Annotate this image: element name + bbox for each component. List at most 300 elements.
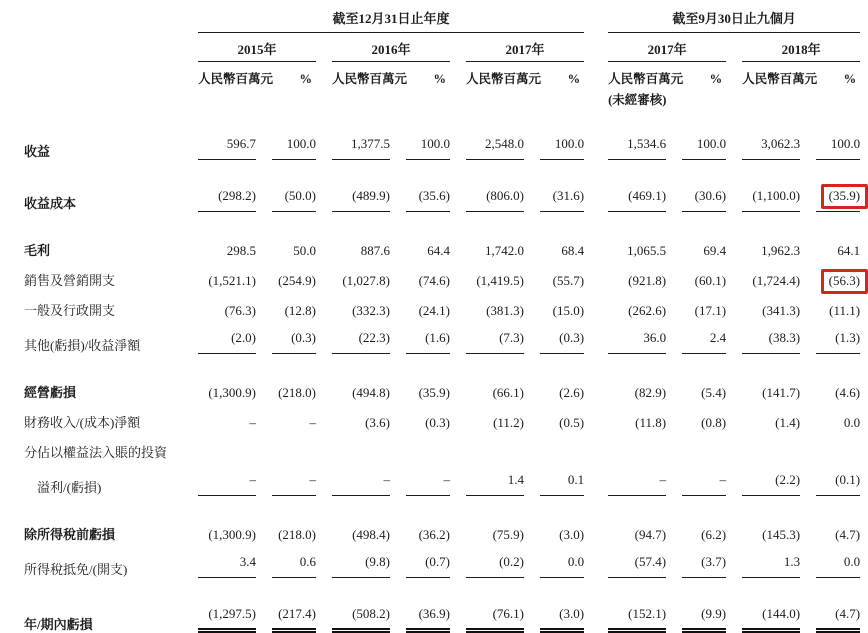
cell-value: (7.3)	[466, 330, 524, 354]
row-label: 收益	[24, 144, 51, 159]
row-label: 銷售及營銷開支	[24, 273, 116, 288]
cell-value: 0.1	[540, 472, 584, 496]
corner-cell	[24, 62, 182, 108]
year-header-cell	[592, 33, 726, 62]
highlight-box: (35.9)	[821, 184, 868, 209]
cell-value: 0.0	[816, 554, 860, 578]
value-cell	[256, 461, 316, 496]
table-row	[24, 160, 860, 212]
group-spacer	[584, 543, 592, 578]
cell-value: (1.6)	[406, 330, 450, 354]
value-cell	[256, 543, 316, 578]
row-label: 毛利	[24, 243, 51, 258]
value-cell	[726, 108, 800, 160]
cell-value: (82.9)	[634, 385, 667, 400]
group-spacer	[584, 496, 592, 543]
cell-value: (152.1)	[608, 606, 666, 633]
cell-value: 68.4	[561, 243, 585, 258]
value-cell	[800, 543, 860, 578]
table-row	[24, 461, 860, 496]
cell-value: (469.1)	[608, 188, 666, 212]
value-cell	[182, 289, 256, 319]
cell-value: –	[332, 472, 390, 496]
cell-value: (341.3)	[762, 303, 801, 318]
cell-value: 887.6	[360, 243, 390, 258]
cell-value: (30.6)	[682, 188, 726, 212]
value-cell	[316, 461, 390, 496]
year-header-cell	[726, 33, 860, 62]
row-label: 其他(虧損)/收益淨額	[24, 338, 141, 353]
value-cell	[450, 212, 524, 259]
value-cell	[726, 212, 800, 259]
value-cell	[450, 319, 524, 354]
value-cell	[800, 319, 860, 354]
row-label: 分佔以權益法入賬的投資	[24, 445, 168, 460]
cell-value: 100.0	[406, 136, 450, 160]
cell-value: (332.3)	[352, 303, 390, 318]
cell-value: (36.2)	[418, 527, 450, 542]
value-cell	[256, 160, 316, 212]
cell-value: –	[249, 415, 256, 430]
value-cell	[800, 212, 860, 259]
value-cell	[182, 401, 256, 431]
value-cell	[182, 319, 256, 354]
group-spacer	[584, 160, 592, 212]
cell-value: (921.8)	[628, 273, 667, 288]
value-cell	[390, 496, 450, 543]
percent-label: %	[567, 72, 581, 86]
cell-value: (22.3)	[332, 330, 390, 354]
table-row	[24, 496, 860, 543]
year-header-cell	[182, 33, 316, 62]
cell-value: 2,548.0	[466, 136, 524, 160]
value-cell	[524, 289, 584, 319]
cell-value: (94.7)	[634, 527, 667, 542]
value-cell	[592, 259, 666, 289]
value-cell	[256, 496, 316, 543]
value-cell	[450, 289, 524, 319]
value-cell	[800, 108, 860, 160]
value-cell	[666, 259, 726, 289]
value-cell	[524, 319, 584, 354]
value-cell	[726, 543, 800, 578]
group-header-cell	[592, 6, 860, 33]
corner-cell	[24, 6, 182, 33]
group-spacer	[584, 108, 592, 160]
row-label: 收益成本	[24, 196, 77, 211]
value-cell	[592, 289, 666, 319]
value-cell	[316, 289, 390, 319]
value-cell	[666, 461, 726, 496]
percent-label: %	[299, 72, 312, 86]
cell-value: (17.1)	[694, 303, 727, 318]
cell-value: (494.8)	[352, 385, 390, 400]
corner-cell	[24, 33, 182, 62]
value-cell	[390, 354, 450, 401]
cell-value: (1,521.1)	[208, 273, 256, 288]
group-header-cell	[182, 6, 584, 33]
cell-value: (4.7)	[816, 606, 860, 633]
cell-value: (1,300.9)	[208, 527, 256, 542]
value-cell	[800, 160, 860, 212]
cell-value: (381.3)	[486, 303, 524, 318]
cell-value: 100.0	[540, 136, 584, 160]
units-header-cell	[726, 62, 860, 108]
unit-label: 人民幣百萬元	[466, 72, 542, 86]
table-row	[24, 108, 860, 160]
value-cell	[450, 401, 524, 431]
cell-value: (1,297.5)	[198, 606, 256, 633]
value-cell	[256, 401, 316, 431]
value-cell	[316, 319, 390, 354]
table-row	[24, 543, 860, 578]
cell-value: –	[406, 472, 450, 496]
value-cell	[256, 259, 316, 289]
cell-value: (2.2)	[742, 472, 800, 496]
cell-value: (2.0)	[198, 330, 256, 354]
group-spacer	[584, 62, 592, 108]
value-cell	[524, 259, 584, 289]
group-title: 截至9月30日止九個月	[608, 6, 860, 33]
row-label: 所得稅抵免/(開支)	[24, 562, 128, 577]
value-cell	[726, 354, 800, 401]
value-cell	[666, 354, 726, 401]
units-header-cell	[316, 62, 450, 108]
cell-value: (144.0)	[742, 606, 800, 633]
unit-label: 人民幣百萬元	[742, 72, 818, 86]
value-cell	[450, 259, 524, 289]
value-cell	[524, 354, 584, 401]
cell-value: (9.8)	[332, 554, 390, 578]
cell-value: 100.0	[816, 136, 860, 160]
cell-value: (57.4)	[608, 554, 666, 578]
value-cell	[182, 354, 256, 401]
value-cell	[524, 496, 584, 543]
value-cell	[316, 108, 390, 160]
value-cell	[592, 461, 666, 496]
value-cell	[316, 543, 390, 578]
cell-value: (6.2)	[701, 527, 727, 542]
value-cell	[592, 354, 666, 401]
value-cell	[390, 319, 450, 354]
cell-value: (55.7)	[552, 273, 585, 288]
cell-value: 1.4	[466, 472, 524, 496]
value-cell	[390, 108, 450, 160]
cell-value: 0.0	[843, 415, 861, 430]
cell-value: (218.0)	[278, 527, 316, 542]
value-cell	[390, 160, 450, 212]
cell-value: (11.2)	[493, 415, 524, 430]
value-cell	[726, 496, 800, 543]
cell-value: (35.6)	[406, 188, 450, 212]
cell-value: –	[309, 415, 316, 430]
cell-value: 2.4	[682, 330, 726, 354]
value-cell	[592, 543, 666, 578]
cell-value: (806.0)	[466, 188, 524, 212]
value-cell	[592, 108, 666, 160]
cell-value: 1,377.5	[332, 136, 390, 160]
cell-value: (75.9)	[492, 527, 524, 542]
value-cell	[316, 401, 390, 431]
cell-value: (5.4)	[701, 385, 727, 400]
value-cell	[316, 212, 390, 259]
row-label: 財務收入/(成本)淨額	[24, 415, 141, 430]
value-cell	[390, 401, 450, 431]
value-cell	[390, 543, 450, 578]
value-cell	[524, 160, 584, 212]
row-label: 溢利/(虧損)	[37, 480, 102, 495]
cell-value: (0.3)	[425, 415, 450, 430]
year-header-cell	[316, 33, 450, 62]
group-spacer	[584, 461, 592, 496]
header-group-row	[24, 6, 860, 33]
value-cell	[592, 578, 666, 633]
group-title: 截至12月31日止年度	[198, 6, 584, 33]
group-spacer	[584, 212, 592, 259]
cell-value: 1,962.3	[761, 243, 801, 258]
cell-value: 69.4	[703, 243, 727, 258]
cell-value: (15.0)	[552, 303, 585, 318]
percent-label: %	[709, 72, 723, 86]
cell-value: (298.2)	[198, 188, 256, 212]
cell-value: (1,100.0)	[742, 188, 800, 212]
cell-value: (12.8)	[284, 303, 316, 318]
value-cell	[726, 319, 800, 354]
financial-table	[24, 6, 860, 633]
value-cell	[524, 212, 584, 259]
year-label: 2015年	[198, 33, 316, 62]
cell-value: (31.6)	[540, 188, 584, 212]
header-units-row	[24, 62, 860, 108]
cell-value: (1,027.8)	[342, 273, 390, 288]
cell-value: (498.4)	[352, 527, 390, 542]
cell-value: 100.0	[272, 136, 316, 160]
cell-value: (254.9)	[278, 273, 316, 288]
cell-value: 100.0	[682, 136, 726, 160]
cell-value: (1,419.5)	[476, 273, 524, 288]
value-cell	[800, 461, 860, 496]
cell-value: (0.7)	[406, 554, 450, 578]
empty-cells	[182, 431, 860, 461]
group-spacer	[584, 289, 592, 319]
cell-value: (3.0)	[540, 606, 584, 633]
cell-value: (141.7)	[762, 385, 801, 400]
value-cell	[450, 543, 524, 578]
header-year-row	[24, 33, 860, 62]
group-spacer	[584, 259, 592, 289]
cell-value: (508.2)	[332, 606, 390, 633]
cell-value: (36.9)	[406, 606, 450, 633]
cell-value: 64.1	[837, 243, 861, 258]
cell-value: (11.8)	[635, 415, 667, 430]
value-cell	[726, 160, 800, 212]
value-cell	[666, 401, 726, 431]
value-cell	[800, 496, 860, 543]
value-cell	[182, 461, 256, 496]
group-spacer	[584, 33, 592, 62]
percent-label: %	[433, 72, 446, 86]
value-cell	[182, 496, 256, 543]
value-cell	[390, 289, 450, 319]
value-cell	[726, 289, 800, 319]
value-cell	[666, 578, 726, 633]
value-cell	[182, 160, 256, 212]
cell-value: (1.3)	[816, 330, 860, 354]
row-label: 一般及行政開支	[24, 303, 116, 318]
value-cell	[524, 461, 584, 496]
year-label: 2018年	[742, 33, 860, 62]
cell-value: 50.0	[293, 243, 316, 258]
cell-value: (262.6)	[628, 303, 667, 318]
cell-value: (3.0)	[559, 527, 585, 542]
table-row	[24, 401, 860, 431]
cell-value: –	[608, 472, 666, 496]
cell-value: (217.4)	[272, 606, 316, 633]
row-label: 經營虧損	[24, 385, 77, 400]
table-row	[24, 289, 860, 319]
value-cell	[666, 543, 726, 578]
value-cell	[450, 108, 524, 160]
year-label: 2016年	[332, 33, 450, 62]
cell-value: (4.7)	[835, 527, 861, 542]
value-cell	[666, 319, 726, 354]
cell-value: (11.1)	[829, 303, 861, 318]
value-cell	[592, 160, 666, 212]
value-cell	[592, 319, 666, 354]
percent-label: %	[843, 72, 857, 86]
value-cell	[182, 108, 256, 160]
highlight-box: (56.3)	[821, 269, 868, 294]
cell-value: (0.5)	[559, 415, 585, 430]
value-cell	[800, 401, 860, 431]
cell-value: 0.0	[540, 554, 584, 578]
cell-value: 64.4	[427, 243, 450, 258]
cell-value: –	[272, 472, 316, 496]
cell-value: (3.7)	[682, 554, 726, 578]
value-cell	[390, 259, 450, 289]
value-cell	[256, 212, 316, 259]
table-row	[24, 578, 860, 633]
value-cell	[182, 578, 256, 633]
cell-value: (35.9)	[418, 385, 450, 400]
cell-value: (24.1)	[418, 303, 450, 318]
cell-value: 0.6	[272, 554, 316, 578]
units-header-cell	[592, 62, 726, 108]
cell-value: 36.0	[608, 330, 666, 354]
value-cell	[666, 108, 726, 160]
value-cell	[256, 319, 316, 354]
value-cell	[800, 354, 860, 401]
cell-value: 1.3	[742, 554, 800, 578]
group-spacer	[584, 578, 592, 633]
row-label: 除所得稅前虧損	[24, 527, 116, 542]
table-row	[24, 354, 860, 401]
cell-value: (9.9)	[682, 606, 726, 633]
year-label: 2017年	[608, 33, 726, 62]
table-row	[24, 259, 860, 289]
units-header-cell	[450, 62, 584, 108]
value-cell	[666, 496, 726, 543]
cell-value: 1,742.0	[485, 243, 524, 258]
units-header-cell	[182, 62, 316, 108]
cell-value: (50.0)	[272, 188, 316, 212]
cell-value: (1,300.9)	[208, 385, 256, 400]
cell-value: (74.6)	[418, 273, 450, 288]
value-cell	[592, 212, 666, 259]
unit-label: 人民幣百萬元	[608, 72, 684, 86]
value-cell	[450, 160, 524, 212]
value-cell	[592, 496, 666, 543]
unaudited-note: (未經審核)	[608, 93, 667, 107]
cell-value: (489.9)	[332, 188, 390, 212]
value-cell	[450, 354, 524, 401]
cell-value: –	[198, 472, 256, 496]
value-cell	[592, 401, 666, 431]
cell-value: (3.6)	[365, 415, 390, 430]
value-cell	[524, 108, 584, 160]
unit-label: 人民幣百萬元	[198, 72, 274, 86]
year-header-cell	[450, 33, 584, 62]
cell-value: 3.4	[198, 554, 256, 578]
group-spacer	[584, 401, 592, 431]
value-cell	[450, 496, 524, 543]
value-cell	[256, 354, 316, 401]
value-cell	[450, 461, 524, 496]
group-spacer	[584, 354, 592, 401]
value-cell	[726, 578, 800, 633]
cell-value: (0.3)	[540, 330, 584, 354]
value-cell	[800, 578, 860, 633]
cell-value: (76.3)	[224, 303, 256, 318]
group-spacer	[584, 6, 592, 33]
value-cell	[390, 461, 450, 496]
cell-value: (145.3)	[762, 527, 801, 542]
value-cell	[726, 461, 800, 496]
value-cell	[726, 259, 800, 289]
year-label: 2017年	[466, 33, 584, 62]
value-cell	[524, 543, 584, 578]
unit-label: 人民幣百萬元	[332, 72, 408, 86]
value-cell	[182, 259, 256, 289]
value-cell	[316, 496, 390, 543]
cell-value: (0.2)	[466, 554, 524, 578]
value-cell	[182, 543, 256, 578]
value-cell	[666, 289, 726, 319]
cell-value: (1.4)	[775, 415, 801, 430]
table-row	[24, 319, 860, 354]
cell-value: (218.0)	[278, 385, 316, 400]
value-cell	[524, 401, 584, 431]
cell-value: 1,534.6	[608, 136, 666, 160]
cell-value: 298.5	[226, 243, 256, 258]
cell-value: 3,062.3	[742, 136, 800, 160]
cell-value: (4.6)	[835, 385, 861, 400]
cell-value: (38.3)	[742, 330, 800, 354]
cell-value: (0.8)	[701, 415, 727, 430]
cell-value: (76.1)	[466, 606, 524, 633]
cell-value: (0.1)	[816, 472, 860, 496]
value-cell	[524, 578, 584, 633]
cell-value: 1,065.5	[627, 243, 667, 258]
cell-value: (66.1)	[492, 385, 524, 400]
cell-value: (0.3)	[272, 330, 316, 354]
value-cell	[316, 160, 390, 212]
cell-value: (60.1)	[694, 273, 727, 288]
value-cell	[450, 578, 524, 633]
value-cell	[256, 108, 316, 160]
value-cell	[182, 212, 256, 259]
value-cell	[666, 160, 726, 212]
